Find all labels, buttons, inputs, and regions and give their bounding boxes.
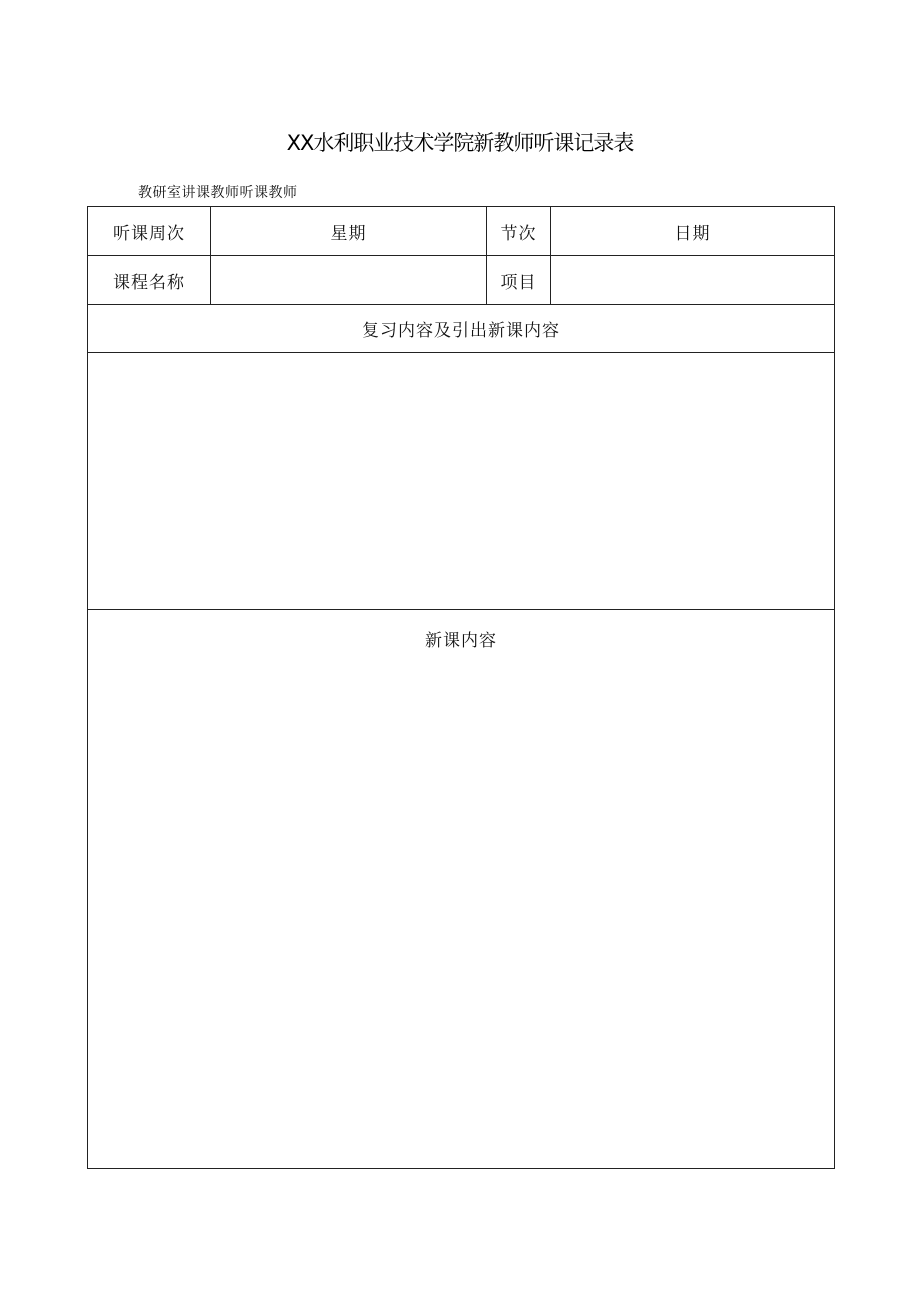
observation-record-table — [87, 206, 835, 1169]
review-section-title: 复习内容及引出新课内容 — [88, 305, 835, 353]
item-label: 项目 — [487, 256, 551, 305]
table-row-review-body — [88, 353, 835, 610]
document-title: XX水利职业技术学院新教师听课记录表 — [286, 131, 634, 155]
date-label[interactable]: 日期 — [551, 207, 835, 256]
teacher-meta-line: 教研室讲课教师听课教师 — [138, 185, 298, 201]
table-row-review-header — [88, 305, 835, 353]
weekday-label[interactable]: 星期 — [211, 207, 487, 256]
table-row-course — [88, 256, 835, 305]
week-label: 听课周次 — [88, 207, 211, 256]
new-lesson-content-area[interactable] — [88, 610, 835, 1169]
item-field[interactable] — [551, 256, 835, 305]
table-row-week — [88, 207, 835, 256]
course-name-label: 课程名称 — [88, 256, 211, 305]
table-row-new-lesson — [88, 610, 835, 1169]
new-lesson-section-title: 新课内容 — [425, 631, 497, 651]
period-label: 节次 — [487, 207, 551, 256]
course-name-field[interactable] — [211, 256, 487, 305]
review-content-area[interactable] — [88, 353, 835, 610]
